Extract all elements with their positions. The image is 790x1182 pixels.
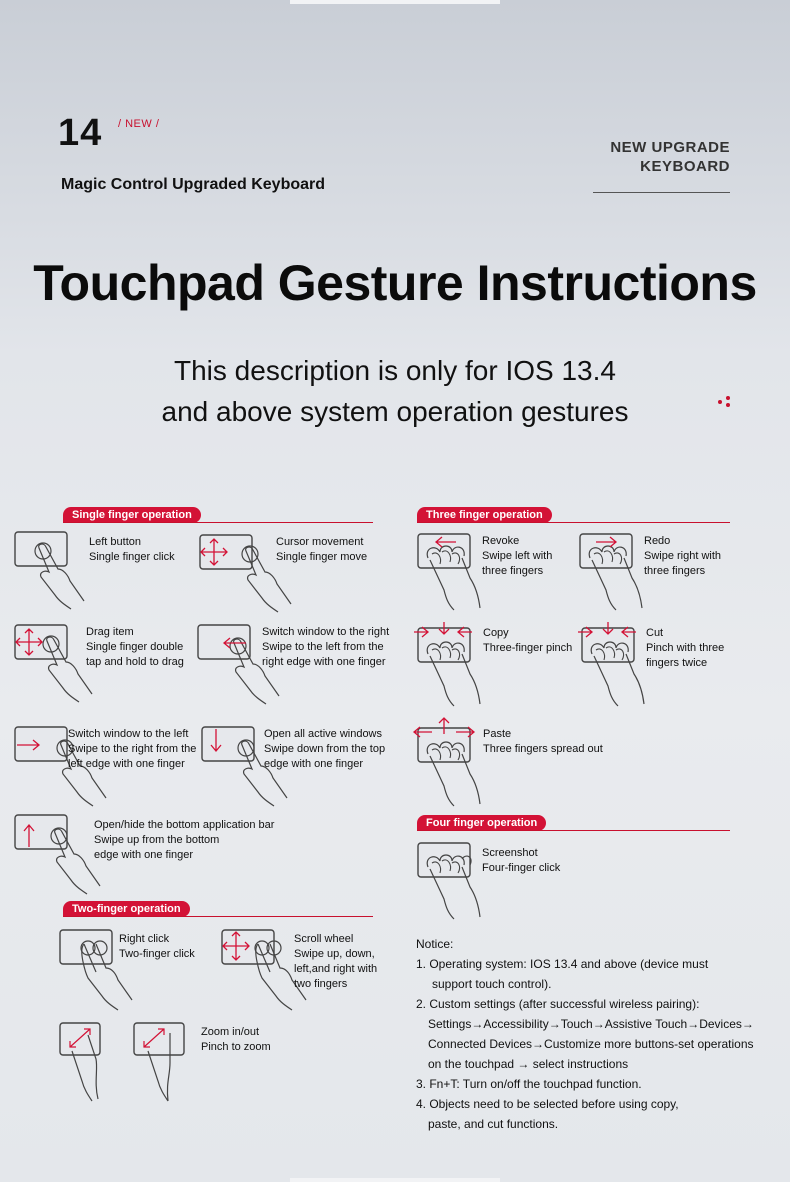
page-subtitle <box>0 350 790 432</box>
section-underline <box>417 522 730 523</box>
gesture-title: Left button <box>89 536 141 548</box>
gesture-open-windows <box>264 727 385 772</box>
gesture-cut <box>646 626 724 671</box>
section-four-finger: Four finger operation <box>417 815 546 831</box>
page-title: Touchpad Gesture Instructions <box>33 255 757 311</box>
gesture-screenshot <box>482 846 560 876</box>
gesture-desc: Pinch with three <box>646 642 725 654</box>
gesture-title: Screenshot <box>482 847 538 859</box>
gesture-desc: Single finger double <box>86 641 184 653</box>
gesture-desc: Swipe up, down, <box>294 948 375 960</box>
gesture-title: Switch window to the left <box>68 728 189 740</box>
section-underline <box>63 916 373 917</box>
gesture-drag-item <box>86 625 184 670</box>
gesture-title: Scroll wheel <box>294 933 354 945</box>
brand-name: Magic Control Upgraded Keyboard <box>61 176 326 193</box>
gesture-desc: three fingers <box>482 565 544 577</box>
gesture-redo <box>644 534 721 579</box>
notice-item: paste, and cut functions. <box>428 1117 559 1131</box>
gesture-zoom <box>201 1025 271 1055</box>
gesture-left-button <box>89 535 175 565</box>
gesture-desc: Swipe to the left from the <box>262 641 384 653</box>
gesture-paste <box>483 727 603 757</box>
gesture-desc: three fingers <box>644 565 706 577</box>
section-underline <box>417 830 730 831</box>
notice-block <box>416 934 754 1134</box>
gesture-desc: Pinch to zoom <box>201 1041 271 1053</box>
gesture-bottom-bar <box>94 818 274 863</box>
gesture-desc: Swipe right with <box>644 550 722 562</box>
notice-item: Connected Devices→Customize more buttons-set operations <box>428 1037 754 1051</box>
gesture-desc: two fingers <box>294 978 348 990</box>
gesture-title: Redo <box>644 535 671 547</box>
notice-item: on the touchpad → select instructions <box>428 1057 629 1071</box>
section-two-finger: Two-finger operation <box>63 901 190 917</box>
upgrade-label-line1: NEW UPGRADE <box>610 139 730 156</box>
gesture-desc: Three fingers spread out <box>483 743 603 755</box>
gesture-desc: Swipe up from the bottom <box>94 834 220 846</box>
gesture-right-click <box>119 932 195 962</box>
notice-item: 2. Custom settings (after successful wireless pairing): <box>416 997 700 1011</box>
notice-item: support touch control). <box>432 977 552 991</box>
gesture-desc: Single finger move <box>276 551 368 563</box>
gesture-title: Paste <box>483 728 512 740</box>
gesture-title: Revoke <box>482 535 520 547</box>
gesture-desc: edge with one finger <box>264 758 364 770</box>
gesture-title: Drag item <box>86 626 134 638</box>
section-single-finger: Single finger operation <box>63 507 201 523</box>
gesture-title: Right click <box>119 933 170 945</box>
gesture-title: Open/hide the bottom application bar <box>94 819 275 831</box>
model-number: 14 <box>58 112 103 154</box>
gesture-title: Open all active windows <box>264 728 383 740</box>
decor-dot <box>726 396 730 400</box>
subtitle-line1: This description is only for IOS 13.4 <box>174 355 616 386</box>
notice-item: 4. Objects need to be selected before using copy, <box>416 1097 679 1111</box>
gesture-desc: Swipe down from the top <box>264 743 386 755</box>
top-decor-bar <box>290 0 500 4</box>
section-three-finger: Three finger operation <box>417 507 552 523</box>
gesture-title: Cursor movement <box>276 536 364 548</box>
gesture-desc: Swipe to the right from the <box>68 743 197 755</box>
decor-dot <box>726 403 730 407</box>
gesture-title: Switch window to the right <box>262 626 390 638</box>
gesture-title: Copy <box>483 627 509 639</box>
notice-title: Notice: <box>416 937 454 951</box>
subtitle-line2: and above system operation gestures <box>161 396 629 427</box>
notice-item: Settings→Accessibility→Touch→Assistive Touch→Devices→ <box>428 1017 754 1031</box>
decor-dot <box>718 400 722 404</box>
upgrade-label <box>560 138 730 176</box>
upgrade-label-line2: KEYBOARD <box>640 158 730 175</box>
gesture-title: Zoom in/out <box>201 1026 260 1038</box>
gesture-desc: Four-finger click <box>482 862 561 874</box>
new-tag: / NEW / <box>118 118 160 130</box>
bottom-decor-bar <box>290 1178 500 1182</box>
notice-item: 1. Operating system: IOS 13.4 and above (device must <box>416 957 709 971</box>
notice-item: 3. Fn+T: Turn on/off the touchpad function. <box>416 1077 642 1091</box>
zoom-gesture-icon <box>60 1021 190 1103</box>
gesture-desc: right edge with one finger <box>262 656 386 668</box>
gesture-desc: left edge with one finger <box>68 758 185 770</box>
upgrade-underline <box>593 192 730 193</box>
gesture-desc: Single finger click <box>89 551 175 563</box>
gesture-desc: Two-finger click <box>119 948 195 960</box>
gesture-switch-right <box>262 625 389 670</box>
gesture-desc: edge with one finger <box>94 849 194 861</box>
gesture-cursor-movement <box>276 535 367 565</box>
gesture-desc: tap and hold to drag <box>86 656 184 668</box>
section-underline <box>63 522 373 523</box>
gesture-scroll-wheel <box>294 932 377 992</box>
gesture-copy <box>483 626 572 656</box>
gesture-desc: Three-finger pinch <box>483 642 573 654</box>
gesture-switch-left <box>68 727 196 772</box>
gesture-desc: Swipe left with <box>482 550 553 562</box>
gesture-desc: fingers twice <box>646 657 708 669</box>
gesture-desc: left,and right with <box>294 963 378 975</box>
gesture-revoke <box>482 534 552 579</box>
gesture-title: Cut <box>646 627 664 639</box>
